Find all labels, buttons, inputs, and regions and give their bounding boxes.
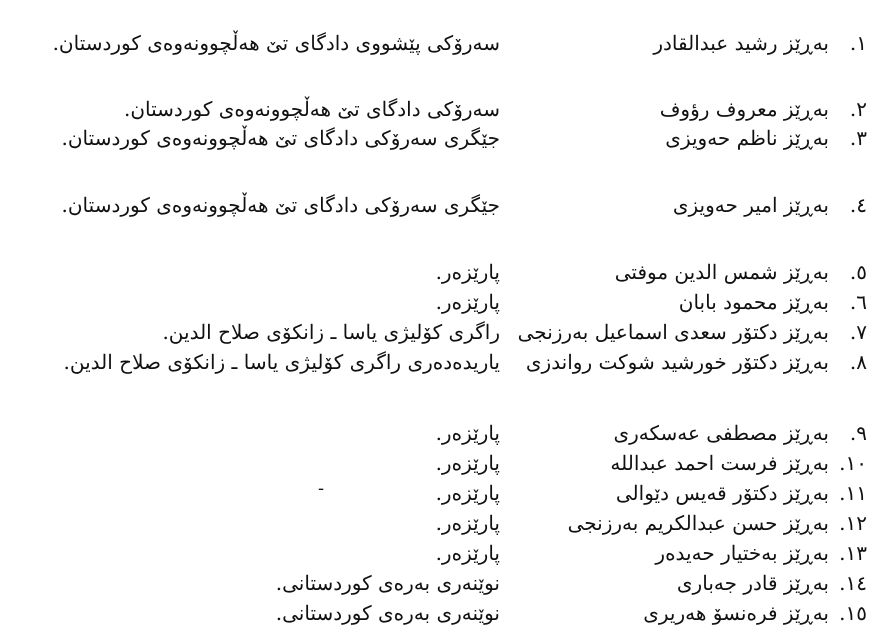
- item-name: بەڕێز ناظم حەویزی: [665, 126, 829, 150]
- list-item: [0, 478, 885, 512]
- item-name: بەڕێز محمود بابان: [678, 290, 829, 314]
- item-number: ٤.: [849, 193, 867, 217]
- item-role: جێگری سەرۆکی دادگای تێ هەڵچوونەوەی کوردستان.: [61, 126, 500, 150]
- item-name: بەڕێز معروف رؤوف: [659, 97, 829, 121]
- item-number: ١٢.: [839, 511, 867, 535]
- item-role: پارێزەر.: [435, 481, 500, 505]
- item-role: راگری کۆلیژی یاسا ـ زانکۆی صلاح الدین.: [162, 320, 500, 344]
- list-item: [0, 28, 885, 62]
- list-item: [0, 287, 885, 321]
- item-role: پارێزەر.: [435, 451, 500, 475]
- item-role: پارێزەر.: [435, 421, 500, 445]
- item-name: بەڕێز امیر حەویزی: [672, 193, 829, 217]
- list-item: [0, 448, 885, 482]
- list-item: [0, 418, 885, 452]
- item-role: پارێزەر.: [435, 260, 500, 284]
- item-name: بەڕێز مصطفی عەسکەری: [613, 421, 829, 445]
- item-number: ٣.: [849, 126, 867, 150]
- item-role: پارێزەر.: [435, 290, 500, 314]
- item-number: ٨.: [849, 350, 867, 374]
- list-item: [0, 508, 885, 542]
- item-role: یاریدەدەری راگری کۆلیژی یاسا ـ زانکۆی صلاح الدین.: [63, 350, 500, 374]
- list-item: [0, 598, 885, 632]
- item-number: ٢.: [849, 97, 867, 121]
- item-role: سەرۆکی پێشووی دادگای تێ هەڵچوونەوەی کوردستان.: [52, 31, 500, 55]
- item-number: ١٣.: [839, 541, 867, 565]
- item-name: بەڕێز فرەنسۆ هەریری: [643, 601, 829, 625]
- item-name: بەڕێز دکتۆر خورشید شوکت رواندزی: [525, 350, 829, 374]
- item-role: نوێنەری بەرەی کوردستانی.: [275, 571, 500, 595]
- item-role: سەرۆکی دادگای تێ هەڵچوونەوەی کوردستان.: [124, 97, 500, 121]
- item-number: ١٥.: [839, 601, 867, 625]
- item-role: پارێزەر.: [435, 541, 500, 565]
- list-item: [0, 190, 885, 224]
- item-name: بەڕێز حسن عبدالکریم بەرزنجی: [567, 511, 829, 535]
- item-name: بەڕێز دکتۆر قەیس دێوالی: [615, 481, 829, 505]
- list-item: [0, 568, 885, 602]
- item-number: ١٤.: [839, 571, 867, 595]
- list-item: [0, 317, 885, 351]
- item-number: ٦.: [849, 290, 867, 314]
- item-role: پارێزەر.: [435, 511, 500, 535]
- item-name: بەڕێز قادر جەباری: [676, 571, 829, 595]
- item-number: ٧.: [849, 320, 867, 344]
- list-item: [0, 257, 885, 291]
- item-number: ١٠.: [839, 451, 867, 475]
- list-item: [0, 347, 885, 381]
- item-number: ١.: [849, 31, 867, 55]
- item-number: ٥.: [849, 260, 867, 284]
- item-name: بەڕێز شمس الدین موفتی: [614, 260, 829, 284]
- item-name: بەڕێز دکتۆر سعدی اسماعیل بەرزنجی: [517, 320, 829, 344]
- item-name: بەڕێز فرست احمد عبدالله: [610, 451, 829, 475]
- item-role: جێگری سەرۆکی دادگای تێ هەڵچوونەوەی کوردستان.: [61, 193, 500, 217]
- item-name: بەڕێز رشید عبدالقادر: [653, 31, 829, 55]
- item-name: بەڕێز بەختیار حەیدەر: [655, 541, 829, 565]
- list-item: [0, 538, 885, 572]
- list-item: [0, 123, 885, 157]
- item-role: نوێنەری بەرەی کوردستانی.: [275, 601, 500, 625]
- item-number: ١١.: [839, 481, 867, 505]
- item-number: ٩.: [849, 421, 867, 445]
- stray-dash-mark: -: [318, 478, 325, 499]
